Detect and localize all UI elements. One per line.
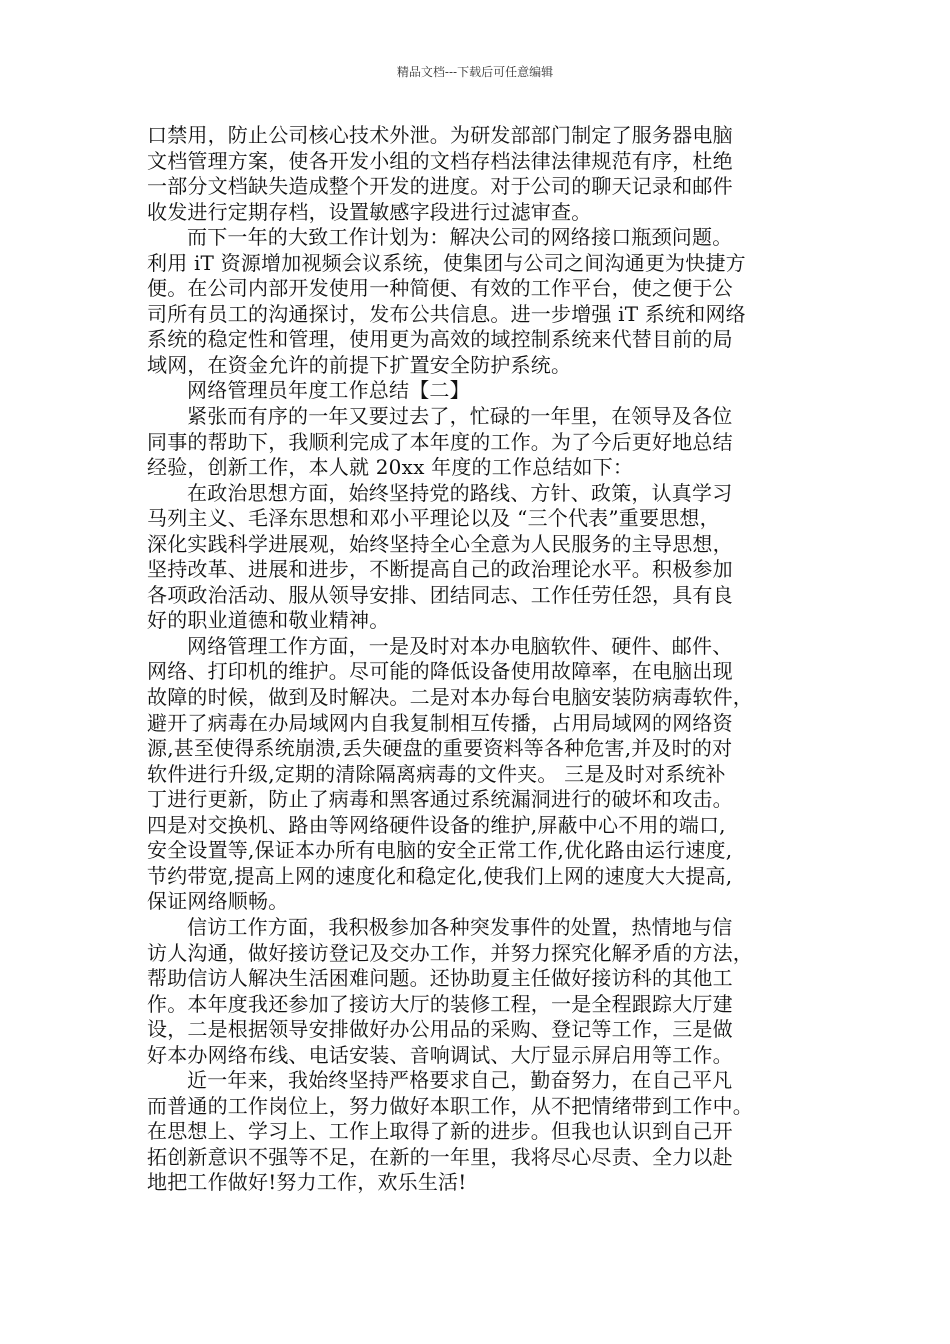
text-line: 同事的帮助下，我顺利完成了本年度的工作。为了今后更好地总结	[147, 429, 733, 454]
text-line: 网络管理工作方面，一是及时对本办电脑软件、硬件、邮件、	[187, 633, 733, 658]
text-line: 作。本年度我还参加了接访大厅的装修工程，一是全程跟踪大厅建	[147, 991, 733, 1016]
text-line: 避开了病毒在办局域网内自我复制相互传播，占用局域网的网络资	[147, 710, 733, 735]
text-line: 访人沟通，做好接访登记及交办工作，并努力探究化解矛盾的方法，	[147, 940, 753, 965]
text-line: 而下一年的大致工作计划为：解决公司的网络接口瓶颈问题。	[187, 225, 733, 250]
text-line: 好本办网络布线、电话安装、音响调试、大厅显示屏启用等工作。	[147, 1042, 733, 1067]
text-line: 丁进行更新，防止了病毒和黑客通过系统漏洞进行的破坏和攻击。	[147, 787, 733, 812]
text-line: 便。在公司内部开发使用一种简便、有效的工作平台，使之便于公	[147, 276, 733, 301]
text-line: 坚持改革、进展和进步，不断提高自己的政治理论水平。积极参加	[147, 557, 733, 582]
text-line: 网络管理员年度工作总结【二】	[187, 378, 470, 403]
text-line: 故障的时候，做到及时解决。二是对本办每台电脑安装防病毒软件，	[147, 685, 753, 710]
text-line: 在思想上、学习上、工作上取得了新的进步。但我也认识到自己开	[147, 1119, 733, 1144]
text-line: 一部分文档缺失造成整个开发的进度。对于公司的聊天记录和邮件	[147, 174, 733, 199]
text-line: 各项政治活动、服从领导安排、团结同志、工作任劳任怨，具有良	[147, 582, 733, 607]
text-line: 信访工作方面，我积极参加各种突发事件的处置，热情地与信	[187, 914, 733, 939]
text-line: 帮助信访人解决生活困难问题。还协助夏主任做好接访科的其他工	[147, 966, 733, 991]
text-line: 拓创新意识不强等不足，在新的一年里，我将尽心尽责、全力以赴	[147, 1144, 733, 1169]
text-line: 而普通的工作岗位上，努力做好本职工作，从不把情绪带到工作中。	[147, 1093, 753, 1118]
text-line: 保证网络顺畅。	[147, 889, 289, 914]
text-line: 近一年来，我始终坚持严格要求自己，勤奋努力，在自己平凡	[187, 1068, 733, 1093]
text-line: 经验，创新工作，本人就 20xx 年度的工作总结如下：	[147, 455, 634, 480]
text-line: 利用 iT 资源增加视频会议系统，使集团与公司之间沟通更为快捷方	[147, 250, 746, 275]
text-line: 收发进行定期存档，设置敏感字段进行过滤审查。	[147, 199, 592, 224]
text-line: 紧张而有序的一年又要过去了，忙碌的一年里，在领导及各位	[187, 404, 733, 429]
text-line: 安全设置等,保证本办所有电脑的安全正常工作,优化路由运行速度,	[147, 838, 733, 863]
text-line: 文档管理方案，使各开发小组的文档存档法律法律规范有序，杜绝	[147, 148, 733, 173]
text-line: 软件进行升级,定期的清除隔离病毒的文件夹。 三是及时对系统补	[147, 761, 726, 786]
text-line: 系统的稳定性和管理，使用更为高效的域控制系统来代替目前的局	[147, 327, 733, 352]
text-line: 司所有员工的沟通探讨，发布公共信息。进一步增强 iT 系统和网络	[147, 301, 746, 326]
text-line: 口禁用，防止公司核心技术外泄。为研发部部门制定了服务器电脑	[147, 123, 733, 147]
text-line: 地把工作做好!努力工作，欢乐生活!	[147, 1170, 467, 1195]
text-line: 马列主义、毛泽东思想和邓小平理论以及 “三个代表”重要思想，	[147, 506, 720, 531]
text-line: 网络、打印机的维护。尽可能的降低设备使用故障率，在电脑出现	[147, 659, 733, 684]
text-line: 好的职业道德和敬业精神。	[147, 608, 390, 633]
text-line: 域网，在资金允许的前提下扩置安全防护系统。	[147, 352, 572, 377]
document-body	[147, 123, 812, 1196]
text-line: 深化实践科学进展观，始终坚持全心全意为人民服务的主导思想，	[147, 531, 733, 556]
text-line: 节约带宽,提高上网的速度化和稳定化,使我们上网的速度大大提高,	[147, 863, 733, 888]
text-line: 四是对交换机、路由等网络硬件设备的维护,屏蔽中心不用的端口,	[147, 812, 726, 837]
text-line: 在政治思想方面，始终坚持党的路线、方针、政策，认真学习	[187, 480, 733, 505]
page-header: 精品文档---下载后可任意编辑	[396, 65, 554, 79]
text-line: 源,甚至使得系统崩溃,丢失硬盘的重要资料等各种危害,并及时的对	[147, 736, 733, 761]
text-line: 设，二是根据领导安排做好办公用品的采购、登记等工作，三是做	[147, 1017, 733, 1042]
